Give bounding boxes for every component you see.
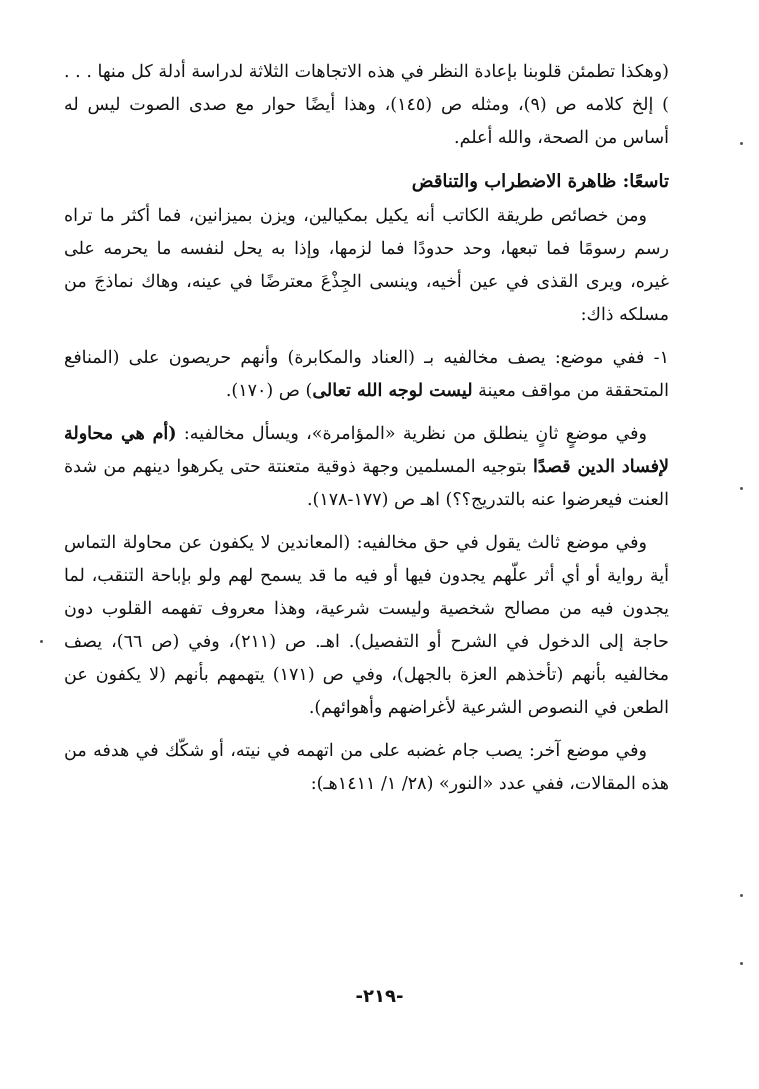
paragraph-quote-continuation: (وهكذا تطمئن قلوبنا بإعادة النظر في هذه الاتجاهات الثلاثة لدراسة أدلة كل منها . . . ) إلخ كلامه ص (٩)، ومثله ص (١٤٥)، وهذا أيضًا حوار مع صدى الصوت ليس له أساس من الصحة، والله أعلم.: [64, 62, 669, 148]
paragraph-example-2: [64, 418, 669, 517]
page-number: -٢١٩-: [355, 986, 404, 1007]
paragraph-example-1: [64, 342, 669, 408]
text-run: وفي موضعٍ ثانٍ ينطلق من نظرية «المؤامرة»، ويسأل مخالفيه:: [176, 424, 647, 444]
bold-text-run: (أم هي محاولة لإفساد الدين قصدًا: [64, 424, 669, 477]
paragraph-example-4: وفي موضع آخر: يصب جام غضبه على من اتهمه في نيته، أو شكّك في هدفه من هذه المقالات، ففي عدد «النور» (٢٨/ ١/ ١٤١١هـ):: [64, 741, 669, 794]
section-heading: تاسعًا: ظاهرة الاضطراب والتناقض: [411, 171, 669, 192]
margin-dot: [740, 962, 743, 965]
paragraph-intro: ومن خصائص طريقة الكاتب أنه يكيل بمكيالين، ويزن بميزانين، فما أكثر ما تراه رسم رسومًا فما تبعها، وحد حدودًا فما لزمها، وإذا به يحل لنفسه ما يحرمه على غيره، ويرى القذى في عين أخيه، وينسى الجِذْعَ معترضًا في عينه، وهاك نماذجَ من مسلكه ذاك:: [64, 206, 669, 325]
margin-dot: [740, 487, 743, 490]
margin-dot: [40, 640, 43, 643]
text-run: بتوجيه المسلمين وجهة ذوقية متعنتة حتى يكرهوا دينهم من شدة العنت فيعرضوا عنه بالتدريج؟؟) اهـ ص (١٧٧-١٧٨).: [64, 457, 669, 510]
page-body: [64, 56, 669, 811]
paragraph-example-3: وفي موضع ثالث يقول في حق مخالفيه: (المعاندين لا يكفون عن محاولة التماس أية رواية أو أي أثر علّهم يجدون فيها أو فيه ما قد يسمح لهم ولو بإباحة التنقب، لما يجدون فيه من مصالح شخصية وليست شرعية، وهذا معروف تفهمه القلوب دون حاجة إلى الدخول في الشرح أو التفصيل). اهـ. ص (٢١١)، وفي (ص ٦٦)، يصف مخالفيه بأنهم (تأخذهم العزة بالجهل)، وفي ص (١٧١) يتهمهم بأنهم (لا يكفون عن الطعن في النصوص الشرعية لأغراضهم وأهوائهم).: [64, 533, 669, 718]
margin-dot: [740, 142, 743, 145]
bold-text-run: ليست لوجه الله تعالى: [312, 381, 473, 401]
text-run: ١- ففي موضع: يصف مخالفيه بـ (العناد والمكابرة) وأنهم حريصون على (المنافع المتحققة من مواقف معينة: [64, 348, 669, 401]
margin-dot: [740, 894, 743, 897]
text-run: ) ص (١٧٠).: [225, 381, 313, 401]
